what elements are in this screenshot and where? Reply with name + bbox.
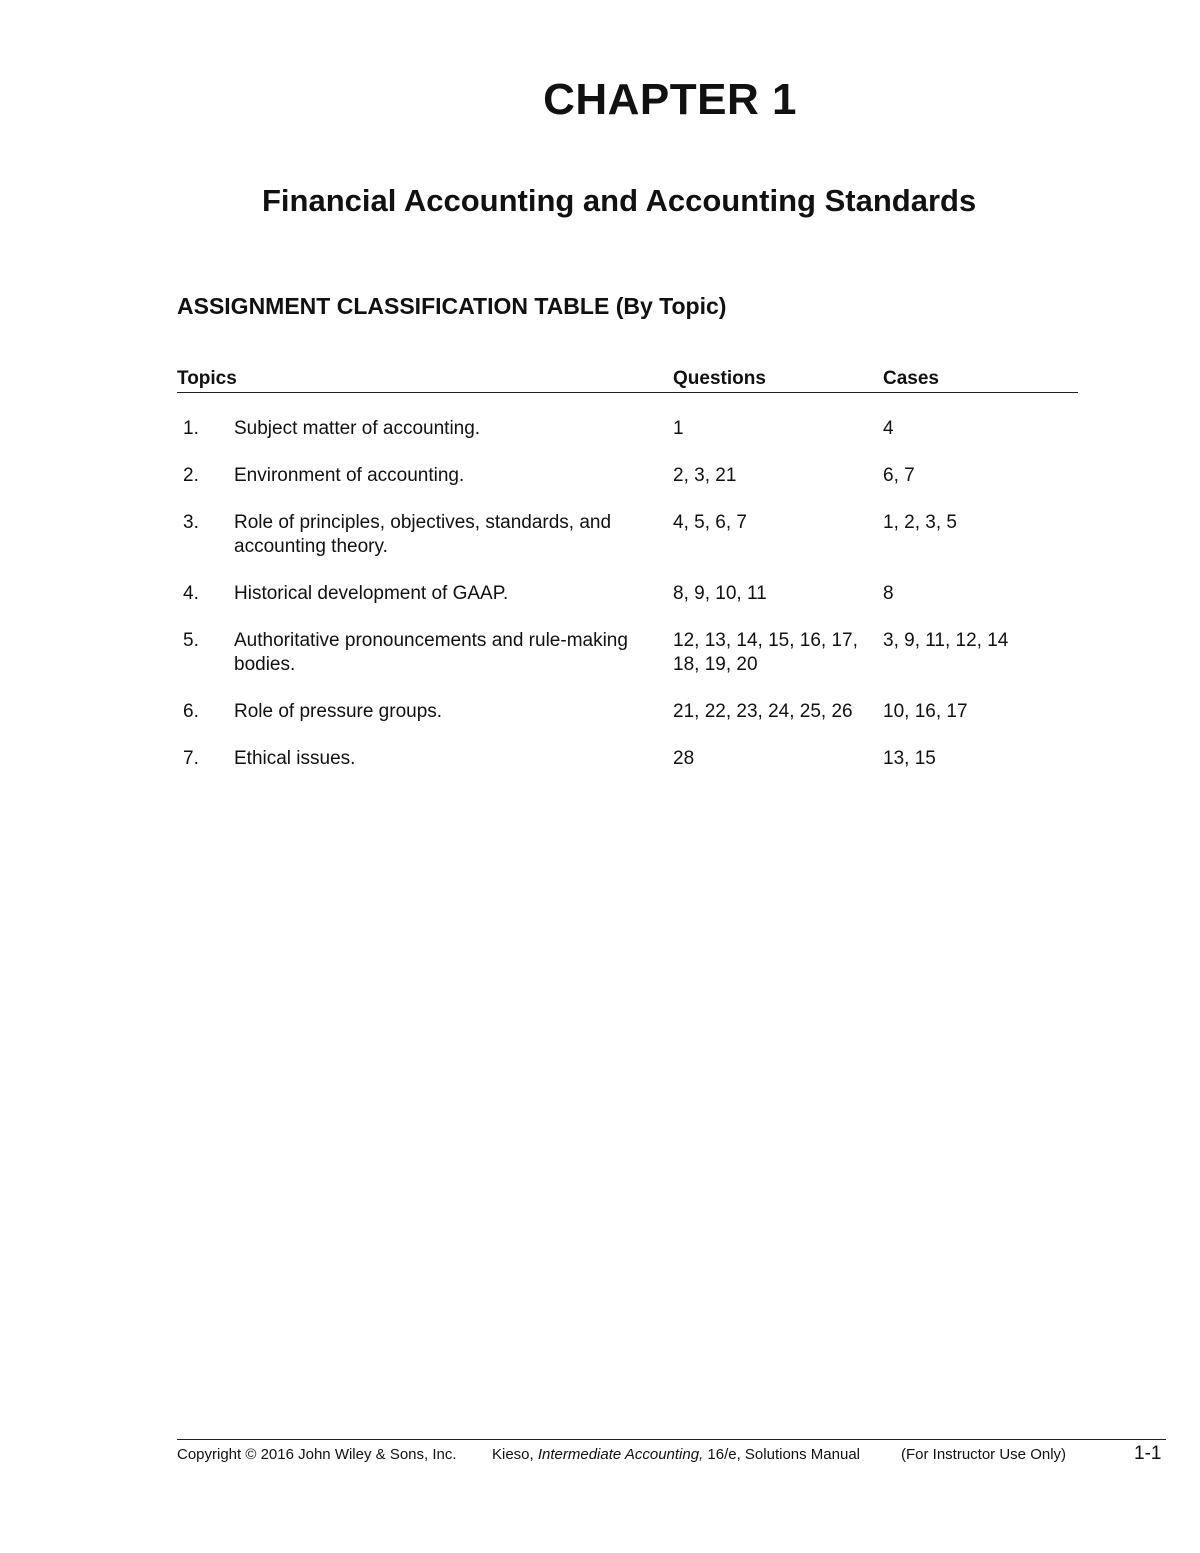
row-topic: Environment of accounting. xyxy=(234,465,465,486)
row-topic: Subject matter of accounting. xyxy=(234,418,481,439)
row-topic: Role of pressure groups. xyxy=(234,701,443,722)
row-questions: 12, 13, 14, 15, 16, 17, 18, 19, 20 xyxy=(673,630,858,675)
row-cases: 6, 7 xyxy=(883,465,915,486)
row-number: 1. xyxy=(183,418,199,439)
row-cases: 10, 16, 17 xyxy=(883,701,968,722)
row-questions: 28 xyxy=(673,748,695,769)
row-number: 7. xyxy=(183,748,199,769)
footer-divider xyxy=(177,1439,1166,1440)
footer-source-author: Kieso, xyxy=(492,1446,538,1463)
row-questions: 4, 5, 6, 7 xyxy=(673,512,747,533)
table-row xyxy=(177,417,1078,441)
footer-source xyxy=(492,1445,860,1465)
row-cases: 13, 15 xyxy=(883,748,936,769)
table-header xyxy=(177,366,1078,393)
table-row xyxy=(177,582,1078,606)
row-topic: Authoritative pronouncements and rule-making bodies. xyxy=(234,630,628,675)
row-cases: 1, 2, 3, 5 xyxy=(883,512,957,533)
footer-source-title: Intermediate Accounting, xyxy=(537,1446,704,1463)
table-body xyxy=(177,417,1078,771)
section-heading: ASSIGNMENT CLASSIFICATION TABLE (By Topic) xyxy=(177,293,727,319)
table-row xyxy=(177,629,1078,677)
row-questions: 1 xyxy=(673,418,684,439)
column-header-topics: Topics xyxy=(177,368,237,389)
footer-copyright: Copyright © 2016 John Wiley & Sons, Inc. xyxy=(177,1446,457,1463)
row-questions: 2, 3, 21 xyxy=(673,465,737,486)
row-number: 4. xyxy=(183,583,199,604)
column-header-cases: Cases xyxy=(883,368,939,389)
row-cases: 8 xyxy=(883,583,894,604)
table-row xyxy=(177,700,1078,724)
chapter-subtitle: Financial Accounting and Accounting Standards xyxy=(262,183,977,218)
row-topic: Historical development of GAAP. xyxy=(234,583,509,604)
table-row xyxy=(177,511,1078,559)
row-number: 2. xyxy=(183,465,199,486)
page-number: 1-1 xyxy=(1134,1443,1162,1464)
row-topic: Role of principles, objectives, standards, and accounting theory. xyxy=(234,512,612,557)
table-row xyxy=(177,747,1078,771)
assignment-classification-table xyxy=(177,366,1078,794)
row-topic: Ethical issues. xyxy=(234,748,356,769)
row-questions: 21, 22, 23, 24, 25, 26 xyxy=(673,701,853,722)
row-questions: 8, 9, 10, 11 xyxy=(673,583,767,604)
footer-source-edition: 16/e, Solutions Manual xyxy=(703,1446,861,1463)
row-number: 6. xyxy=(183,701,199,722)
footer-note: (For Instructor Use Only) xyxy=(901,1446,1067,1463)
row-cases: 3, 9, 11, 12, 14 xyxy=(883,630,1009,651)
row-cases: 4 xyxy=(883,418,894,439)
chapter-title: CHAPTER 1 xyxy=(543,75,797,124)
column-header-questions: Questions xyxy=(673,368,766,389)
row-number: 5. xyxy=(183,630,199,651)
row-number: 3. xyxy=(183,512,199,533)
table-row xyxy=(177,464,1078,488)
